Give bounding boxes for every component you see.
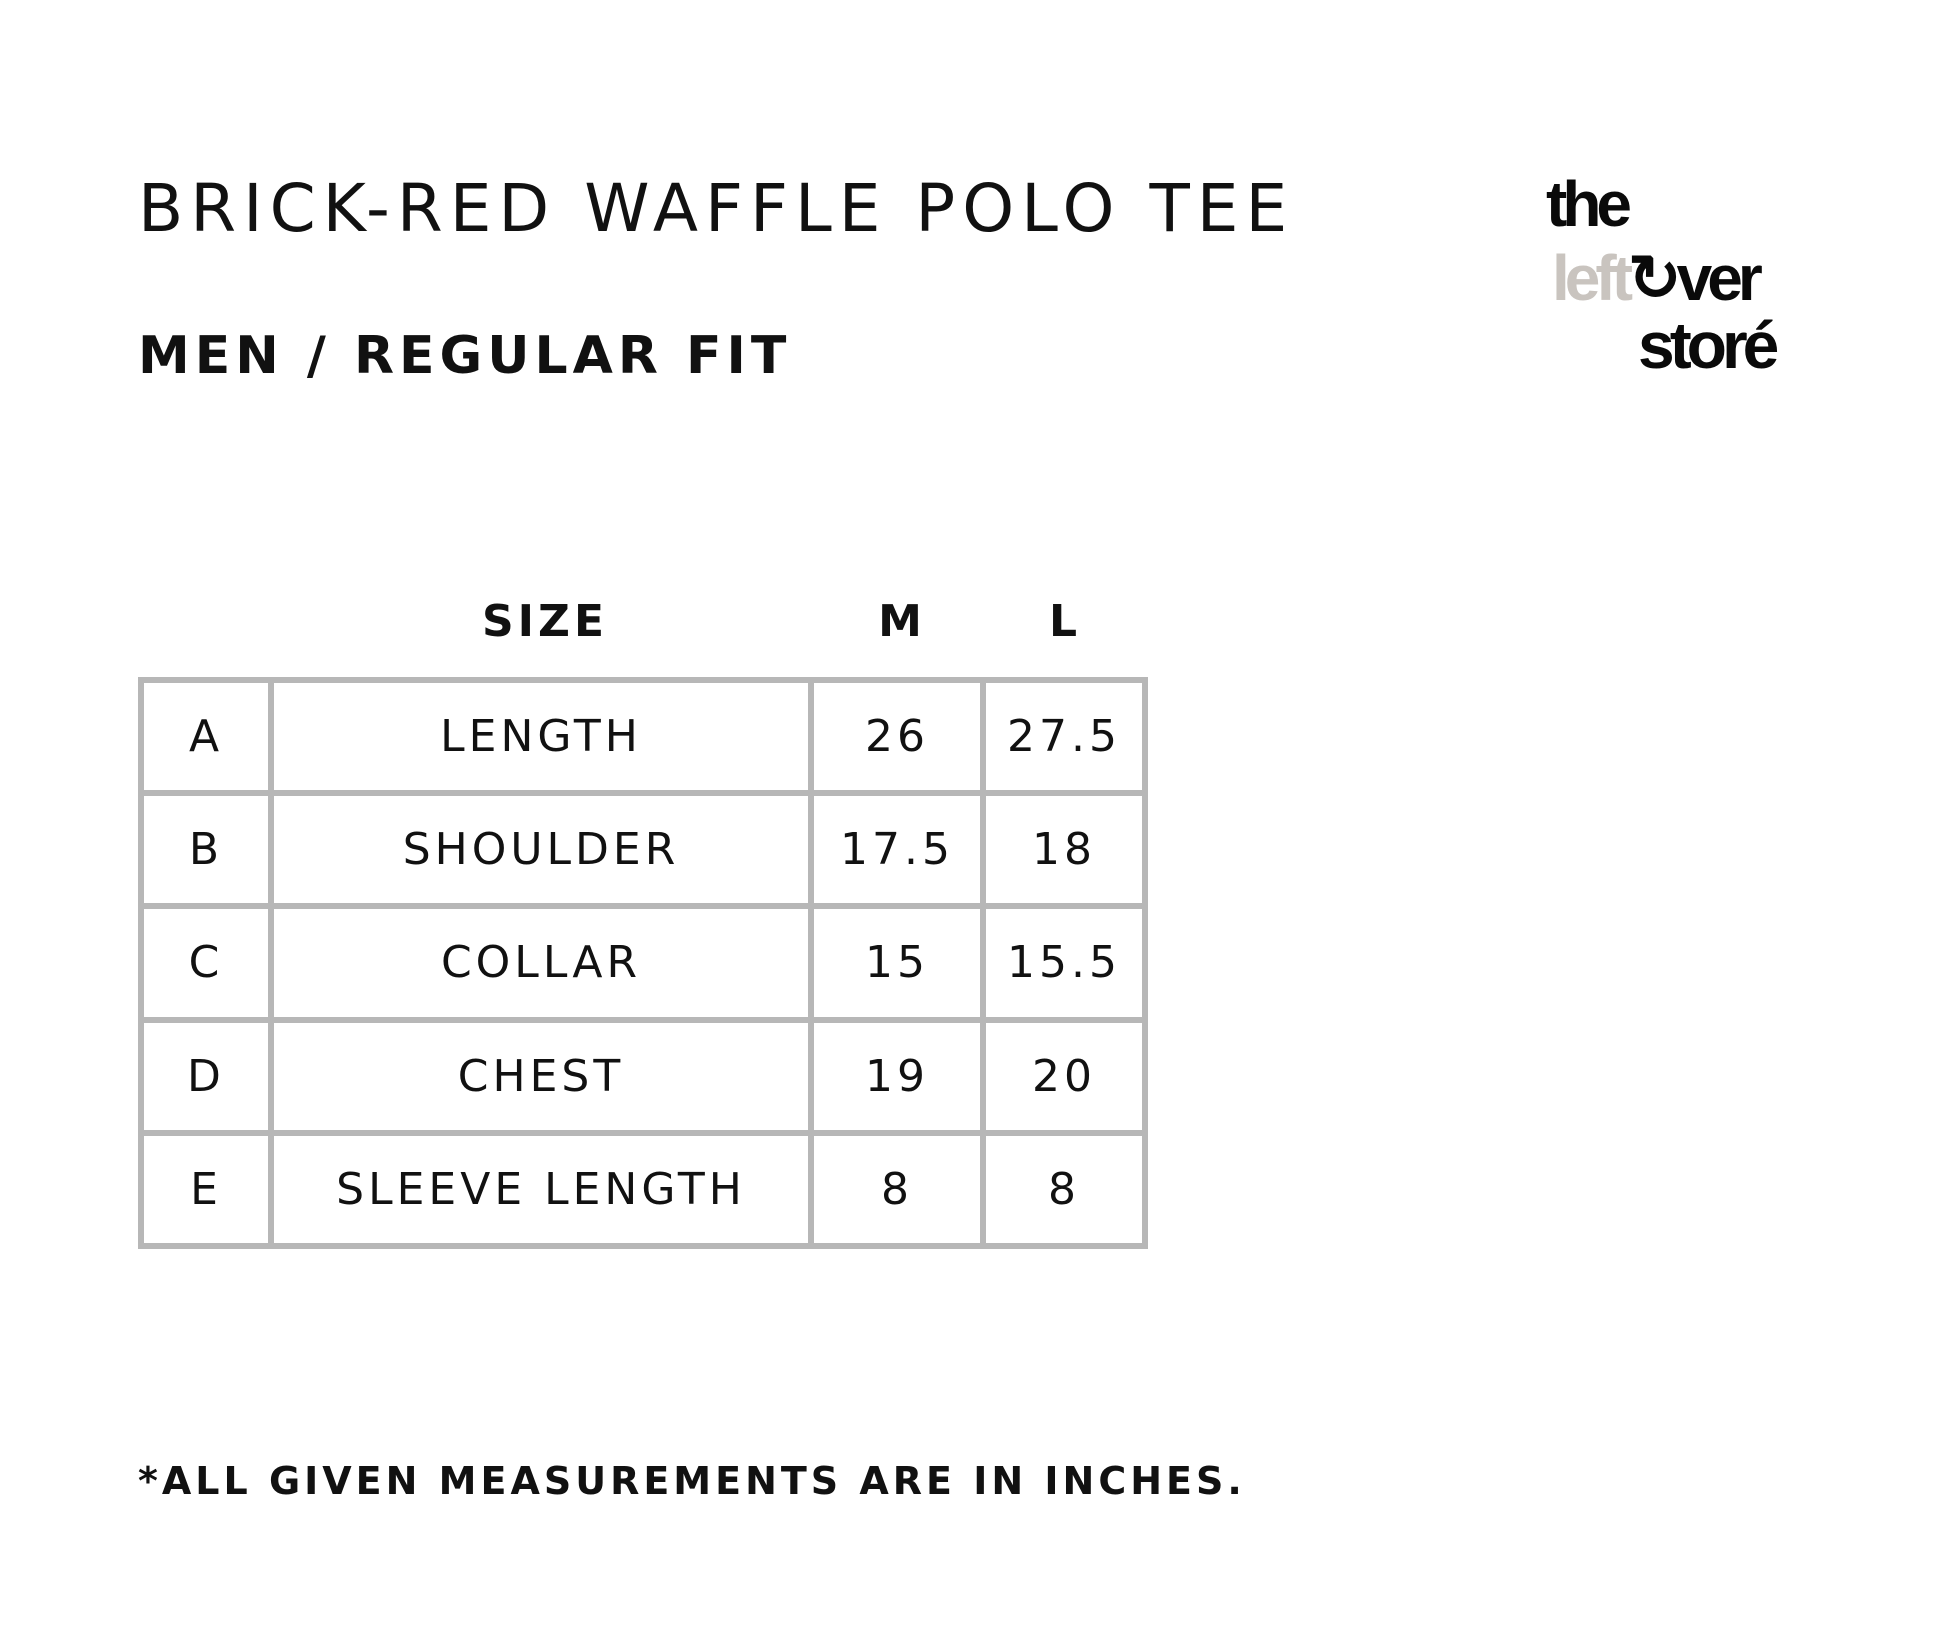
value-m: 17.5: [811, 793, 983, 906]
product-title: BRICK-RED WAFFLE POLO TEE: [138, 170, 1295, 247]
measurement-name: SHOULDER: [271, 793, 811, 906]
measurement-name: CHEST: [271, 1020, 811, 1133]
table-row: [141, 1020, 1145, 1133]
value-l: 18: [983, 793, 1145, 906]
row-code: E: [141, 1133, 271, 1246]
table-row: [141, 793, 1145, 906]
row-code: D: [141, 1020, 271, 1133]
measurement-name: SLEEVE LENGTH: [271, 1133, 811, 1246]
row-code: A: [141, 680, 271, 793]
logo-word-the: the: [1546, 168, 1627, 240]
value-m: 26: [811, 680, 983, 793]
column-header-m: M: [878, 596, 926, 647]
value-m: 19: [811, 1020, 983, 1133]
measurement-footnote: *ALL GIVEN MEASUREMENTS ARE IN INCHES.: [138, 1459, 1246, 1503]
logo-word-left: left: [1552, 242, 1628, 314]
logo-word-store: storé: [1638, 308, 1775, 382]
row-code: C: [141, 906, 271, 1019]
column-header-l: L: [1048, 596, 1082, 647]
value-l: 8: [983, 1133, 1145, 1246]
table-row: [141, 1133, 1145, 1246]
measurement-name: LENGTH: [271, 680, 811, 793]
fit-subtitle: MEN / REGULAR FIT: [138, 326, 792, 386]
value-l: 27.5: [983, 680, 1145, 793]
logo-word-leftover: [1552, 242, 1758, 314]
value-l: 15.5: [983, 906, 1145, 1019]
table-row: [141, 680, 1145, 793]
logo-word-over: ↻ver: [1628, 242, 1758, 314]
table-row: [141, 906, 1145, 1019]
column-header-size: SIZE: [481, 596, 609, 647]
measurement-name: COLLAR: [271, 906, 811, 1019]
value-l: 20: [983, 1020, 1145, 1133]
value-m: 15: [811, 906, 983, 1019]
value-m: 8: [811, 1133, 983, 1246]
brand-logo: [1538, 168, 1818, 388]
row-code: B: [141, 793, 271, 906]
size-table: [138, 677, 1148, 1249]
